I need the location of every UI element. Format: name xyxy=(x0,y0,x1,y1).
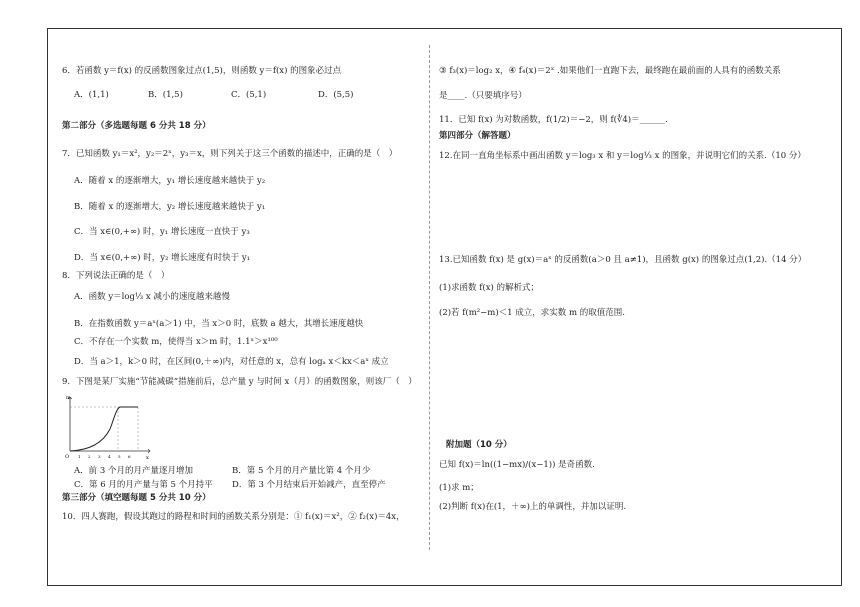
q7-option-c: C．当 x∈(0,+∞) 时，y₁ 增长速度一直快于 y₃ xyxy=(74,227,250,237)
graph-curve xyxy=(70,407,138,451)
question-10: 10．四人赛跑，假设其跑过的路程和时间的函数关系分别是：① f₁(x)＝x²，② f₂(x)＝4x， xyxy=(62,512,405,522)
column-divider xyxy=(429,45,430,550)
q9-option-c: C．第 6 月的月产量与第 5 个月持平 xyxy=(74,480,213,490)
q6-option-b: B．(1,5) xyxy=(148,90,183,100)
graph-tick-4: 4 xyxy=(108,454,111,459)
q6-option-c: C．(5,1) xyxy=(231,90,267,100)
question-6: 6．若函数 y＝f(x) 的反函数图象过点(1,5)，则函数 y＝f(x) 的图象必过点 xyxy=(62,66,342,76)
question-13-part-1: (1)求函数 f(x) 的解析式； xyxy=(439,283,540,293)
question-11: 11．已知 f(x) 为对数函数，f(1/2)＝−2，则 f(∜4)＝______. xyxy=(439,115,668,125)
question-13: 13.已知函数 f(x) 是 g(x)＝aˣ 的反函数(a＞0 且 a≠1)，且函数 g(x) 的图象过点(1,2).（14 分） xyxy=(439,255,807,265)
extra-question: 已知 f(x)＝ln((1−mx)/(x−1)) 是奇函数. xyxy=(439,460,595,470)
q7-option-d: D．当 x∈(0,+∞) 时，y₂ 增长速度有时快于 y₁ xyxy=(74,253,251,263)
q6-option-a: A．(1,1) xyxy=(74,90,109,100)
q8-option-d: D．当 a＞1，k＞0 时，在区间(0,＋∞)内，对任意的 x，总有 logₐ x＜kx＜aˣ 成立 xyxy=(74,357,389,367)
q7-option-a: A．随着 x 的逐渐增大，y₁ 增长速度越来越快于 y₂ xyxy=(74,176,266,186)
extra-part-1: (1)求 m； xyxy=(439,483,479,493)
q9-option-d: D．第 3 个月结束后开始减产，直至停产 xyxy=(232,480,386,490)
graph-x-label: x xyxy=(146,455,149,461)
extra-part-2: (2)判断 f(x)在(1，＋∞)上的单调性，并加以证明. xyxy=(439,502,627,512)
q9-option-b: B．第 5 个月的月产量比第 4 个月少 xyxy=(232,466,371,476)
graph-tick-1: 1 xyxy=(78,454,81,459)
q8-option-c: C．不存在一个实数 m，使得当 x＞m 时，1.1ˣ＞x¹⁰⁰ xyxy=(74,337,278,347)
graph-origin: O xyxy=(65,454,70,460)
q6-option-d: D．(5,5) xyxy=(318,90,354,100)
q7-option-b: B．随着 x 的逐渐增大，y₂ 增长速度越来越快于 y₁ xyxy=(74,202,266,212)
question-10-continued: ③ f₃(x)＝log₂ x，④ f₄(x)＝2ˣ .如果他们一直跑下去，最终跑在最前面的人具有的函数关系 xyxy=(439,66,781,76)
extra-heading: 附加题（10 分） xyxy=(446,440,512,450)
question-7: 7．已知函数 y₁＝x²，y₂＝2ˣ，y₃＝x，则下列关于这三个函数的描述中，正确的是（ ） xyxy=(62,149,398,159)
graph-tick-6: 6 xyxy=(128,454,131,459)
question-12: 12.在同一直角坐标系中画出函数 y＝log₃ x 和 y＝log⅓ x 的图象，并说明它们的关系.（10 分） xyxy=(439,151,806,161)
graph-tick-5: 5 xyxy=(118,454,121,459)
question-13-part-2: (2)若 f(m²−m)＜1 成立，求实数 m 的取值范围. xyxy=(439,308,625,318)
question-8: 8．下列说法正确的是（ ） xyxy=(62,271,170,281)
graph-y-label: m xyxy=(66,395,71,401)
part-4-heading: 第四部分（解答题） xyxy=(439,131,516,141)
part-2-heading: 第二部分（多选题每题 6 分共 18 分） xyxy=(62,121,211,131)
question-9: 9．下图是某厂实施“节能减碳”措施前后，总产量 y 与时间 x（月）的函数图象，则该厂（ ） xyxy=(62,377,417,387)
q8-option-b: B．在指数函数 y＝aˣ(a＞1) 中，当 x＞0 时，底数 a 越大，其增长速度越快 xyxy=(74,319,364,329)
graph-tick-2: 2 xyxy=(88,454,91,459)
question-10-answer-line: 是____.（只要填序号） xyxy=(439,91,527,101)
part-3-heading: 第三部分（填空题每题 5 分共 10 分） xyxy=(62,493,211,503)
q9-option-a: A．前 3 个月的月产量逐月增加 xyxy=(74,466,193,476)
production-graph xyxy=(62,393,152,461)
graph-tick-3: 3 xyxy=(98,454,101,459)
q8-option-a: A．函数 y＝log⅓ x 减小的速度越来越慢 xyxy=(74,292,230,302)
